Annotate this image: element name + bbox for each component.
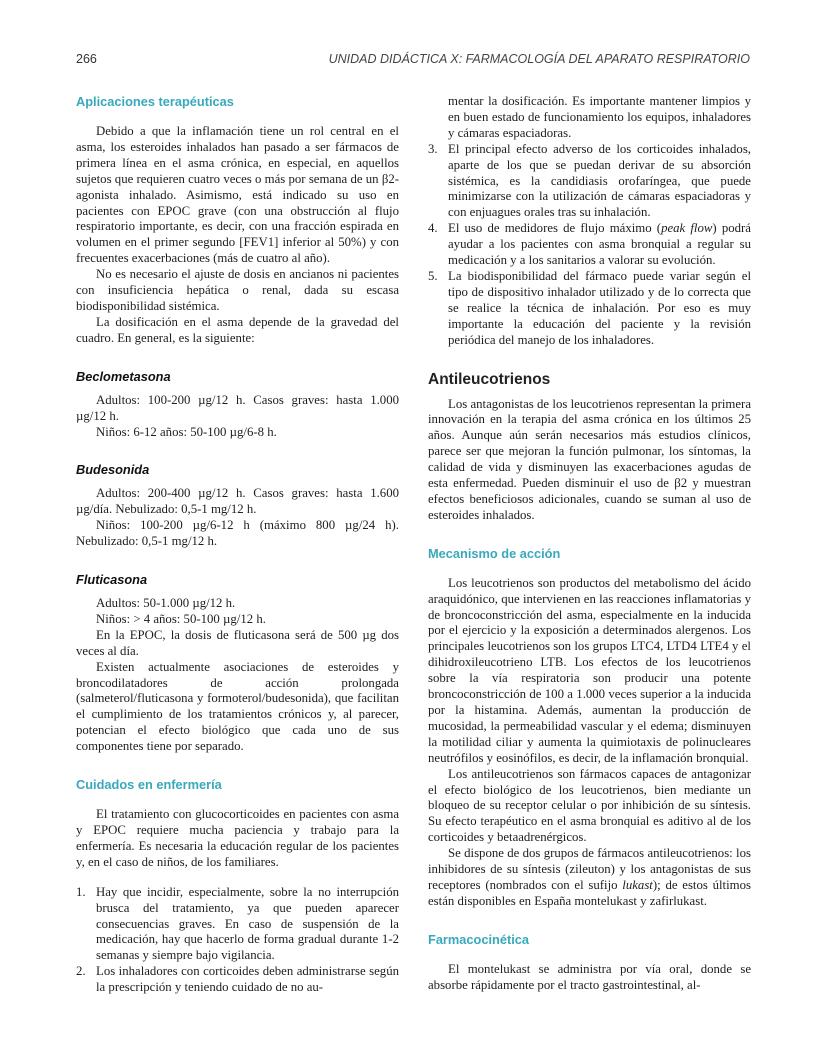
left-column (76, 94, 399, 996)
list-item: 1. Hay que incidir, especialmente, sobre la no interrupción brusca del tratamiento, ya que pueden aparecer consecuencias graves. En caso de suspensión de la medicación, hay que hacerlo de forma gradual durante 1-2 semanas y siempre bajo vigilancia. (76, 884, 399, 963)
paragraph-cuidados-1: El tratamiento con glucocorticoides en pacientes con asma y EPOC requiere mucha paciencia y trabajo para la enfermería. Es necesaria la educación regular de los pacientes y, en el caso de niños, de los familiares. (76, 807, 399, 869)
dose-beclometasona-adultos: Adultos: 100-200 µg/12 h. Casos graves: hasta 1.000 µg/12 h. (76, 392, 399, 423)
paragraph-fluticasona-epoc: En la EPOC, la dosis de fluticasona será de 500 µg dos veces al día. (76, 627, 399, 658)
section-title-antileucotrienos: Antileucotrienos (428, 370, 551, 388)
dose-fluticasona-adultos: Adultos: 50-1.000 µg/12 h. (96, 596, 236, 611)
dose-fluticasona-ninos: Niños: > 4 años: 50-100 µg/12 h. (96, 611, 266, 626)
paragraph-list-continuation: mentar la dosificación. Es importante mantener limpios y en buen estado de funcionamiento los equipos, inhaladores y cámaras espaciadoras. (448, 94, 751, 140)
drug-title-beclometasona: Beclometasona (76, 368, 171, 384)
dose-budesonida-adultos: Adultos: 200-400 µg/12 h. Casos graves: hasta 1.600 µg/día. Nebulizado: 0,5-1 mg/12 h. (76, 486, 399, 517)
paragraph-aplicaciones-1: Debido a que la inflamación tiene un rol central en el asma, los esteroides inhalados han pasado a ser fármacos de primera línea en el asma crónica, en especial, en aquellos sujetos que requieren cuatro veces o más por semana de un β2-agonista inhalado. Asimismo, está indicado su uso en pacientes con EPOC grave (con una obstrucción al flujo respiratorio importante, es decir, con una fracción espirada en volumen en el primer segundo [FEV1] inferior al 50%) y con frecuentes exacerbaciones (más de cuatro al año). (76, 124, 399, 266)
paragraph-antileucotrienos-1: Los antagonistas de los leucotrienos representan la primera innovación en la terapia del asma crónica en los últimos 25 años. Aunque aún serán necesarios más estudios clínicos, parece ser que mejoran la función pulmonar, los síntomas, la calidad de vida y disminuyen las exacerbaciones agudas de esta enfermedad. Pueden disminuir el uso de β2 y muestran efectos beneficiosos adicionales, cuando se suman al uso de esteroides inhalados. (428, 396, 751, 522)
dose-beclometasona-ninos: Niños: 6-12 años: 50-100 µg/6-8 h. (96, 424, 277, 439)
section-title-aplicaciones: Aplicaciones terapéuticas (76, 94, 234, 109)
paragraph-mecanismo-1: Los leucotrienos son productos del metabolismo del ácido araquidónico, que intervienen en las reacciones inflamatorias y de broncoconstricción del asma, especialmente en la inducida por el ejercicio y la exposición a determinados alergenos. Los principales leucotrienos son los grupos LTC4, LTD4 LTE4 y el dihidroxileucotrieno LTB. Los efectos de los leucotrienos sobre la vía respiratoria son producir una potente broncoconstricción de 100 a 1.000 veces superior a la inducida por la histamina. Además, aumentan la producción de mucosidad, la permeabilidad vascular y el edema; disminuyen la motilidad ciliar y aumenta la quimiotaxis de polinucleares neutrófilos y eosinófilos, es decir, de la inflamación bronquial. (428, 575, 751, 765)
paragraph-asociaciones: Existen actualmente asociaciones de esteroides y broncodilatadores de acción prolongada (salmeterol/fluticasona y formoterol/budesonida), que facilitan el cumplimiento de los tratamientos crónicos y, al parecer, potencian el efecto biológico que cada uno de sus componentes tiene por separado. (76, 659, 399, 754)
section-title-mecanismo: Mecanismo de acción (428, 545, 561, 561)
care-list (76, 885, 399, 996)
paragraph-farmacocinetica-1: El montelukast se administra por vía oral, donde se absorbe rápidamente por el tracto gastrointestinal, al- (428, 961, 751, 992)
paragraph-mecanismo-2: Los antileucotrienos son fármacos capaces de antagonizar el efecto biológico de los leucotrienos, bien mediante un bloqueo de su receptor celular o por inhibición de su síntesis. Su efecto terapéutico en el asma bronquial es aditivo al de los corticoides y betaadrenérgicos. (428, 766, 751, 845)
paragraph-aplicaciones-3: La dosificación en el asma depende de la gravedad del cuadro. En general, es la siguiente: (76, 314, 399, 345)
list-item: 3. El principal efecto adverso de los corticoides inhalados, aparte de los que se puedan derivar de su absorción sistémica, es la candidiasis orofaríngea, que puede minimizarse con la utilización de cámaras espaciadoras y con enjuagues orales tras su inhalación. (428, 141, 751, 220)
right-column (428, 94, 751, 994)
paragraph-mecanismo-3: Se dispone de dos grupos de fármacos antileucotrienos: los inhibidores de su síntesis (zileuton) y los antagonistas de sus receptores (nombrados con el sufijo lukast); de estos últimos están disponibles en España montelukast y zafirlukast. (428, 846, 751, 908)
care-list-continued (428, 142, 751, 349)
section-title-farmacocinetica: Farmacocinética (428, 931, 530, 947)
list-item: 2. Los inhaladores con corticoides deben administrarse según la prescripción y teniendo cuidado de no au- (76, 964, 399, 995)
list-item: 5. La biodisponibilidad del fármaco puede variar según el tipo de dispositivo inhalador utilizado y de lo correcta que se realice la técnica de inhalación. Por eso es muy importante la educación del paciente y la revisión periódica del manejo de los inhaladores. (428, 268, 751, 347)
list-item: 4. El uso de medidores de flujo máximo (peak flow) podrá ayudar a los pacientes con asma bronquial a regular su medicación y a los sanitarios a valorar su evolución. (428, 221, 751, 268)
drug-title-budesonida: Budesonida (76, 462, 150, 478)
running-head: UNIDAD DIDÁCTICA X: FARMACOLOGÍA DEL APARATO RESPIRATORIO (328, 52, 750, 66)
drug-title-fluticasona: Fluticasona (76, 572, 148, 588)
page-number: 266 (76, 52, 97, 66)
section-title-cuidados: Cuidados en enfermería (76, 777, 222, 793)
dose-budesonida-ninos: Niños: 100-200 µg/6-12 h (máximo 800 µg/24 h). Nebulizado: 0,5-1 mg/12 h. (76, 518, 399, 549)
paragraph-aplicaciones-2: No es necesario el ajuste de dosis en ancianos ni pacientes con insuficiencia hepática o renal, dada su escasa biodisponibilidad sistémica. (76, 267, 399, 313)
